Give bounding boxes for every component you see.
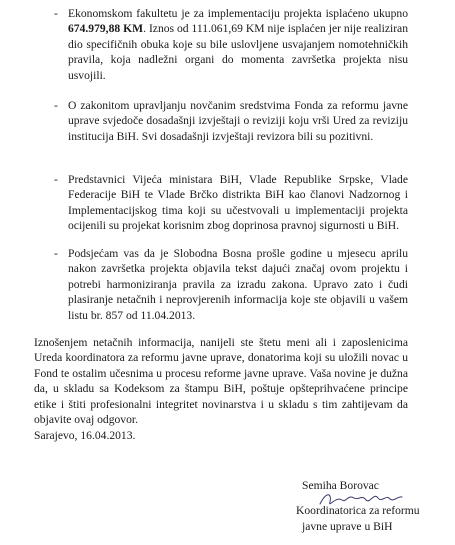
bullet-amount: 674.979,88 KM [68,22,144,36]
bullet-item [54,246,408,323]
bullet-text: O zakonitom upravljanju novčanim sredstvima Fonda za reformu javne uprave svjedoče dosadašnji izvještaji o reviziji koju vrši Ured za reviziju institucija BiH. Svi dosadašnji izvještaji revizora bili su pozitivni. [68,99,408,143]
bullet-text: Predstavnici Vijeća ministara BiH, Vlade Republike Srpske, Vlade Federacije BiH te Vlade Brčko distrikta BiH kao članovi Nadzornog i Implementacijskog tima koji su učestvovali u implementaciji projekta ocijenili su projekat korisnim zbog doprinosa pravnoj sigurnosti u BiH. [68,173,408,233]
signatory-title: Koordinatorica za reformu [296,504,420,518]
bullet-dash: - [54,7,58,20]
bullet-dash: - [54,99,58,112]
closing-paragraph: Iznošenjem netačnih informacija, nanijeli ste štetu meni ali i zaposlenicima Ureda koordinatora za reformu javne uprave, donatorima koji su uložili novac u Fond te ostalim učesnima u procesu reforme javne uprave. Vaša novine je dužna da, u skladu sa Kodeksom za štampu BiH, poštuje opšteprihvaćene principe etike i štiti profesionalni integritet novinarstva i u skladu s tim zahtijevam da objavite ovaj odgovor. [34,336,408,427]
bullet-text: Podsjećam vas da je Slobodna Bosna prošle godine u mjesecu aprilu nakon završetka projekta objavila tekst dajući značaj ovom projektu i potrebi harmoniziranja pravila za izradu zakona. Upravo zato i čudi plasiranje netačnih i neprovjerenih informacija koje ste objavili u vašem listu br. 857 od 11.04.2013. [68,247,408,322]
bullet-item [54,172,408,234]
bullet-text-post: . Iznos od 111.061,69 KM nije isplaćen jer nije realiziran dio specifičnih obuka koje su bile uslovljene usvajanjem nomotehničkih pravila, koja nadležni organi do momenta završetka projekta nisu usvojili. [68,22,409,82]
bullet-dash: - [54,247,58,260]
signatory-title-line2: javne uprave u BiH [302,519,393,533]
bullet-text-pre: Ekonomskom fakultetu je za implementaciju projekta isplaćeno ukupno [68,7,408,20]
bullet-item [54,98,408,144]
bullet-dash: - [54,173,58,186]
place-date: Sarajevo, 16.04.2013. [34,429,136,442]
signatory-name: Semiha Borovac [302,479,379,492]
bullet-item [54,6,409,83]
signature-block [296,478,426,534]
